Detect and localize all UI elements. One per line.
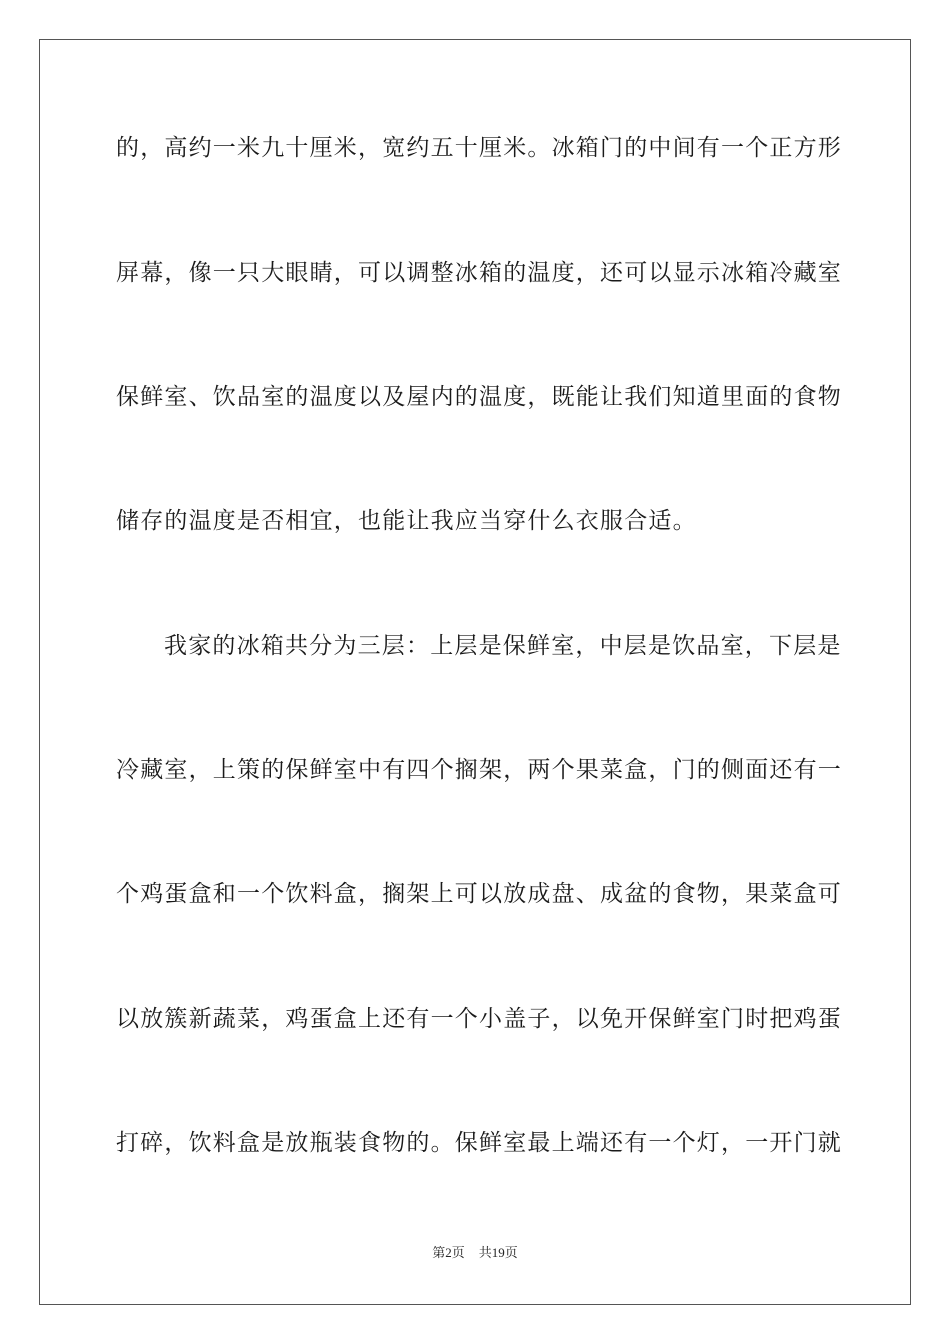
paragraph-line: 以放簇新蔬菜，鸡蛋盒上还有一个小盖子，以免开保鲜室门时把鸡蛋 [116,1006,842,1032]
paragraph-line: 冷藏室，上策的保鲜室中有四个搁架，两个果菜盒，门的侧面还有一 [116,757,842,783]
paragraph-line: 储存的温度是否相宜，也能让我应当穿什么衣服合适。 [116,508,697,534]
paragraph-line: 保鲜室、饮品室的温度以及屋内的温度，既能让我们知道里面的食物 [116,384,842,410]
paragraph-line: 我家的冰箱共分为三层：上层是保鲜室，中层是饮品室，下层是 [164,633,842,659]
page-number: 第2页 [432,1245,465,1260]
page-footer [0,1244,950,1262]
paragraph-line: 打碎，饮料盒是放瓶装食物的。保鲜室最上端还有一个灯，一开门就 [116,1130,842,1156]
page-border [39,39,911,1305]
paragraph-line: 的，高约一米九十厘米，宽约五十厘米。冰箱门的中间有一个正方形 [116,135,842,161]
page-total: 共19页 [478,1245,518,1260]
paragraph-line: 屏幕，像一只大眼睛，可以调整冰箱的温度，还可以显示冰箱冷藏室 [116,260,842,286]
paragraph-line: 个鸡蛋盒和一个饮料盒，搁架上可以放成盘、成盆的食物，果菜盒可 [116,881,842,907]
